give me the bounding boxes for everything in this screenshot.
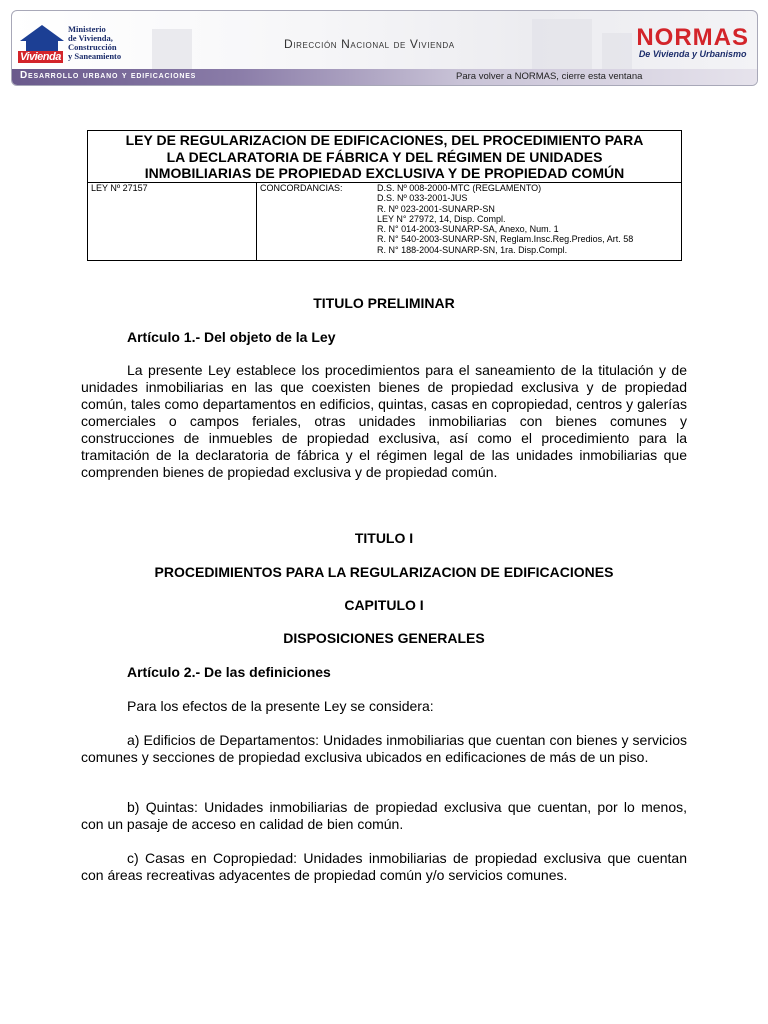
article-1-text: La presente Ley establece los procedimientos para el saneamiento de la titulación y de unidades inmobiliarias en las que coexisten bienes de propiedad exclusiva y de propiedad común, tales como departamentos en edificios, quintas, casas en copropiedad, centros y galerías comerciales o campos feriales, otras unidades inmobiliarias con bienes comunes y construcciones de inmuebles de propiedad exclusiva, así como el procedimiento para la tramitación de la declaratoria de fábrica y el régimen legal de las unidades inmobiliarias que comprenden bienes de propiedad exclusiva y de propiedad común. bbox=[81, 362, 687, 480]
article-1-heading: Artículo 1.- Del objeto de la Ley bbox=[127, 329, 336, 345]
building-decoration bbox=[532, 19, 592, 69]
normas-logo-text: NORMAS bbox=[636, 24, 749, 51]
banner-top bbox=[12, 11, 757, 69]
ministry-line: Ministerio bbox=[68, 24, 106, 34]
law-number: LEY Nº 27157 bbox=[88, 183, 257, 261]
concordancia-item: D.S. Nº 033-2001-JUS bbox=[377, 193, 468, 204]
concordancia-item: D.S. Nº 008-2000-MTC (REGLAMENTO) bbox=[377, 183, 542, 193]
ministry-line: y Saneamiento bbox=[68, 51, 122, 61]
normas-logo-subtitle: De Vivienda y Urbanismo bbox=[638, 49, 747, 59]
vivienda-logo bbox=[18, 21, 66, 63]
logo-word: Vivienda bbox=[20, 51, 61, 63]
normas-logo bbox=[636, 24, 749, 59]
law-title-table bbox=[87, 130, 682, 261]
titulo-preliminar-heading: TITULO PRELIMINAR bbox=[313, 295, 455, 311]
concordancia-item: R. N° 188-2004-SUNARP-SN, 1ra. Disp.Compl. bbox=[377, 244, 568, 255]
house-roof-icon bbox=[20, 25, 64, 41]
disposiciones-heading: DISPOSICIONES GENERALES bbox=[283, 630, 485, 646]
header-banner bbox=[11, 10, 758, 86]
definition-c: c) Casas en Copropiedad: Unidades inmobiliarias de propiedad exclusiva que cuentan con áreas recreativas adyacentes de propiedad común y/o servicios comunes. bbox=[81, 850, 687, 883]
concordancias-label: CONCORDANCIAS: bbox=[260, 183, 343, 193]
law-title-line: LEY DE REGULARIZACION DE EDIFICACIONES, DEL PROCEDIMIENTO PARA bbox=[125, 132, 644, 148]
law-title-line: LA DECLARATORIA DE FÁBRICA Y DEL RÉGIMEN DE UNIDADES bbox=[166, 148, 603, 165]
ministry-line: Construcción bbox=[68, 42, 117, 52]
definition-a: a) Edificios de Departamentos: Unidades inmobiliarias que cuentan con bienes y servicios comunes y secciones de propiedad exclusiva ubicados en edificaciones de más de un piso. bbox=[81, 732, 687, 765]
concordancia-item: LEY N° 27972, 14, Disp. Compl. bbox=[377, 213, 506, 224]
article-2-intro: Para los efectos de la presente Ley se considera: bbox=[127, 698, 434, 714]
definition-b: b) Quintas: Unidades inmobiliarias de propiedad exclusiva que cuentan, por lo menos, con un pasaje de acceso en calidad de bien común. bbox=[81, 799, 687, 832]
concordancias-list bbox=[374, 183, 681, 261]
section-label: Desarrollo urbano y edificaciones bbox=[20, 70, 197, 81]
back-to-normas-note: Para volver a NORMAS, cierre esta ventana bbox=[456, 71, 643, 82]
law-title-line: INMOBILIARIAS DE PROPIEDAD EXCLUSIVA Y DE PROPIEDAD COMÚN bbox=[144, 165, 625, 181]
concordancia-item: R. N° 014-2003-SUNARP-SA, Anexo, Num. 1 bbox=[377, 224, 559, 235]
capitulo-i-heading: CAPITULO I bbox=[344, 597, 424, 613]
concordancia-item: R. N° 540-2003-SUNARP-SN, Reglam.Insc.Reg.Predios, Art. 58 bbox=[377, 234, 634, 245]
titulo-i-heading: TITULO I bbox=[354, 530, 414, 546]
building-decoration bbox=[152, 29, 192, 69]
ministry-name bbox=[68, 25, 138, 61]
concordancia-item: R. Nº 023-2001-SUNARP-SN bbox=[377, 203, 495, 214]
article-2-heading: Artículo 2.- De las definiciones bbox=[127, 664, 331, 680]
law-title bbox=[88, 131, 681, 183]
ministry-line: de Vivienda, bbox=[68, 33, 113, 43]
building-decoration bbox=[602, 33, 632, 69]
banner-bar bbox=[12, 69, 757, 85]
procedimientos-heading: PROCEDIMIENTOS PARA LA REGULARIZACION DE EDIFICACIONES bbox=[154, 564, 614, 580]
direction-title: Dirección Nacional de Vivienda bbox=[284, 37, 455, 51]
